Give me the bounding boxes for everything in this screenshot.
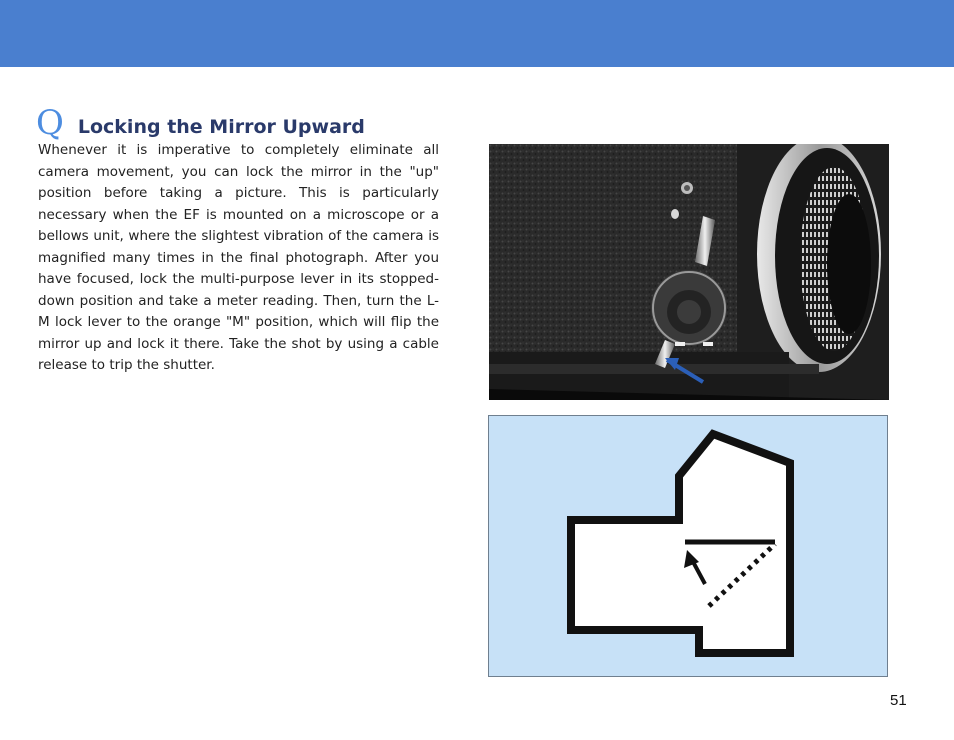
page-number: 51	[890, 692, 907, 709]
body-paragraph: Whenever it is imperative to completely eliminate all camera movement, you can lock the mirror in the "up" position before taking a picture. This is particularly necessary when the EF is mounted on a microscope or a bellows unit, where the slightest vibration of the camera is magnified many times in the final photograph. After you have focused, lock the multi-purpose lever in its stopped-down position and take a meter reading. Then, turn the L-M lock lever to the orange "M" position, which will flip the mirror up and lock it there. Take the shot by using a cable release to trip the shutter.	[38, 142, 439, 373]
section-heading	[36, 103, 365, 143]
camera-lock-lever-photo	[489, 144, 889, 400]
camera-photo-illustration	[489, 144, 889, 400]
top-color-band	[0, 0, 954, 67]
section-title: Locking the Mirror Upward	[77, 116, 365, 138]
mirror-lock-diagram	[488, 415, 888, 677]
mirror-diagram-illustration	[489, 416, 887, 676]
section-letter: Q	[36, 103, 64, 143]
